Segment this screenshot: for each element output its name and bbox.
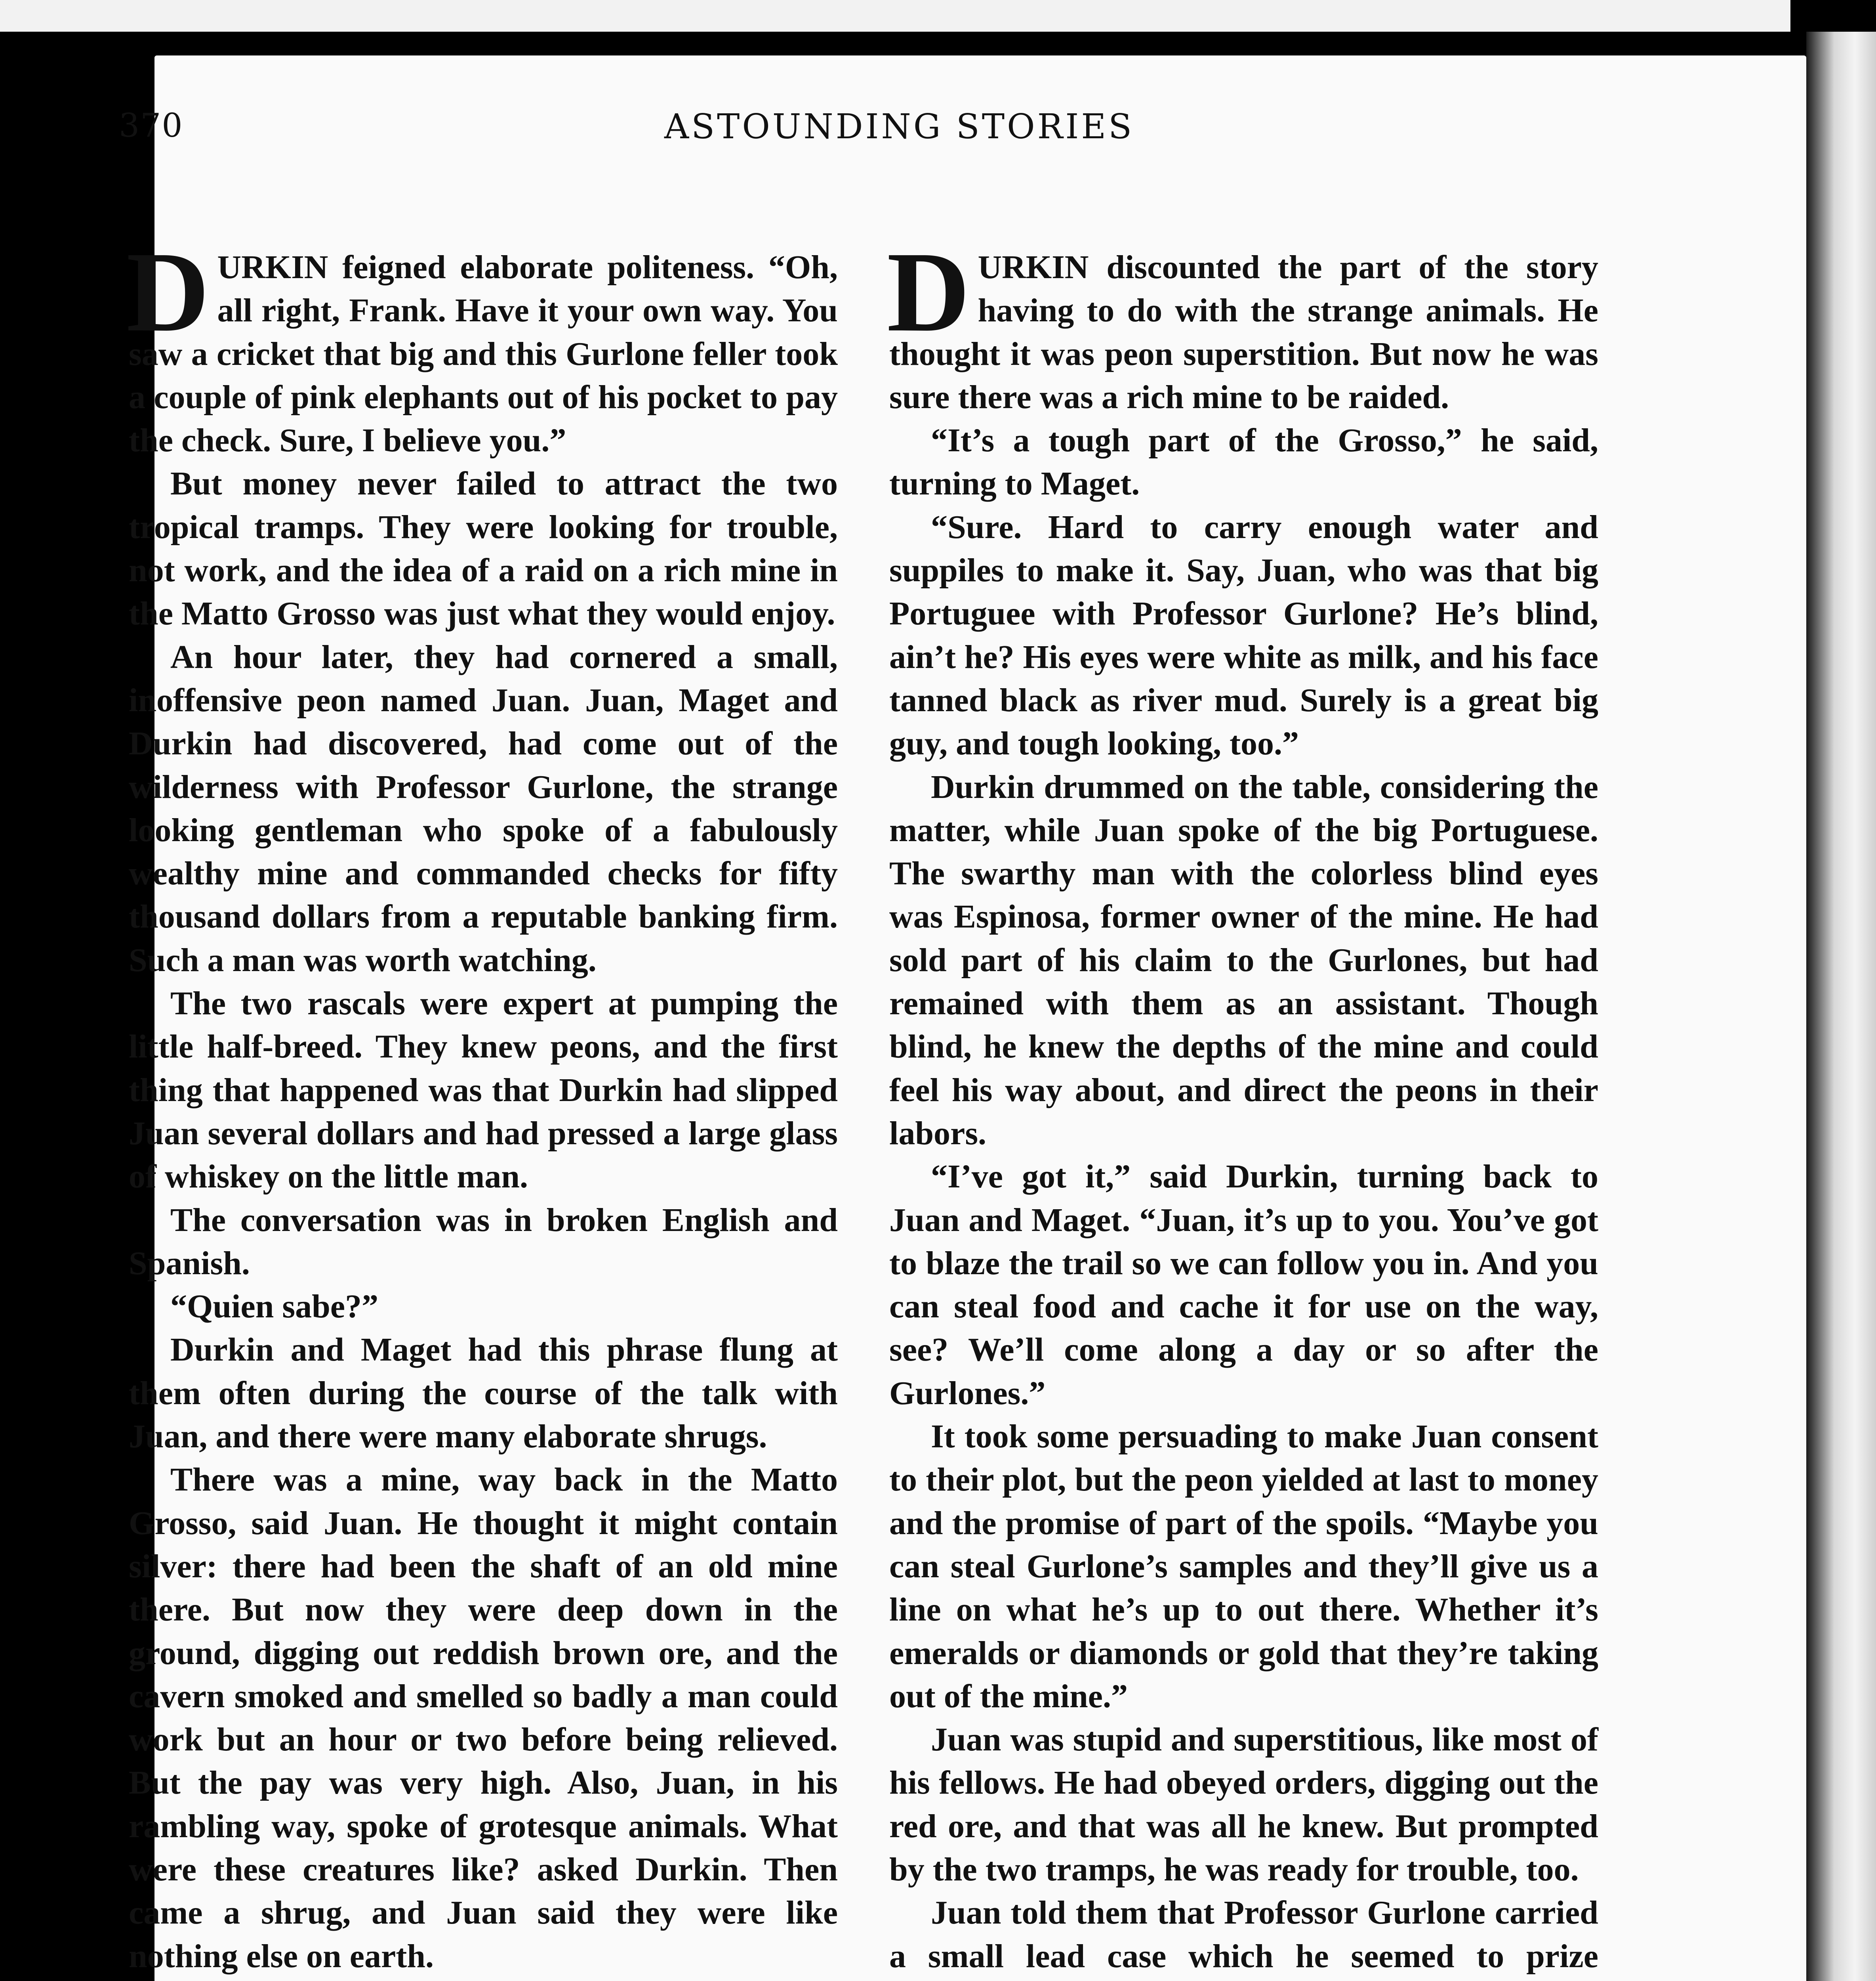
drop-cap: D xyxy=(126,228,210,355)
paragraph: There was a mine, way back in the Matto Grosso, said Juan. He thought it might contain silver: there had been the shaft of an old mine there. But now they were deep down in the ground, digging out reddish brown ore, and the cavern smoked and smelled so badly a man could work but an hour or two before being relieved. But the pay was very high. Also, Juan, in his rambling way, spoke of grotesque animals. What were these creatures like? asked Durkin. Then came a shrug, and Juan said they were like nothing else on earth. xyxy=(129,1461,838,1975)
opening-paragraph xyxy=(126,228,838,462)
text-column-left xyxy=(126,228,838,1978)
opening-paragraph xyxy=(887,228,1598,419)
paragraph: Juan told them that Professor Gurlone carried a small lead case which he seemed to prize xyxy=(889,1894,1598,1975)
paragraph: Durkin and Maget had this phrase flung at them often during the course of the talk with Juan, and there were many elaborate shrugs. xyxy=(129,1331,838,1455)
paragraph: The conversation was in broken English and Spanish. xyxy=(129,1201,838,1282)
adjacent-page-edge-top xyxy=(0,0,1790,32)
paragraph: “Sure. Hard to carry enough water and suppiles to make it. Say, Juan, who was that big Portuguee with Professor Gurlone? He’s blind, ain’t he? His eyes were white as milk, and his face tanned black as river mud. Surely is a great big guy, and tough looking, too.” xyxy=(889,508,1598,762)
page-header xyxy=(119,107,1680,162)
paragraph: An hour later, they had cornered a small, inoffensive peon named Juan. Juan, Maget and Durkin had discovered, had come out of the wilderness with Professor Gurlone, the strange looking gentleman who spoke of a fabulously wealthy mine and commanded checks for fifty thousand dollars from a reputable banking firm. Such a man was worth watching. xyxy=(129,638,838,979)
book-spine-edge xyxy=(1806,32,1876,1981)
paragraph: The two rascals were expert at pumping the little half-breed. They knew peons, and the first thing that happened was that Durkin had slipped Juan several dollars and had pressed a large glass of whiskey on the little man. xyxy=(129,985,838,1195)
paragraph: It took some persuading to make Juan consent to their plot, but the peon yielded at last to money and the promise of part of the spoils. “Maybe you can steal Gurlone’s samples and they’ll give us a line on what he’s up to out there. Whether it’s emeralds or diamonds or gold that they’re taking out of the mine.” xyxy=(889,1418,1598,1715)
paragraph: “Quien sabe?” xyxy=(170,1288,379,1325)
paragraph: Durkin drummed on the table, considering the matter, while Juan spoke of the big Portuguese. The swarthy man with the colorless blind eyes was Espinosa, former owner of the mine. He had sold part of his claim to the Gurlones, but had remained with them as an assistant. Though blind, he knew the depths of the mine and could feel his way about, and direct the peons in their labors. xyxy=(889,768,1598,1152)
paragraph: “It’s a tough part of the Grosso,” he said, turning to Maget. xyxy=(889,422,1598,502)
paragraph: Juan was stupid and superstitious, like most of his fellows. He had obeyed orders, digging out the red ore, and that was all he knew. But prompted by the two tramps, he was ready for trouble, too. xyxy=(889,1721,1598,1888)
running-head-title: ASTOUNDING STORIES xyxy=(664,107,1134,147)
drop-cap: D xyxy=(887,228,970,355)
text-column-right xyxy=(887,228,1598,1981)
page-number: 370 xyxy=(119,107,183,145)
paragraph-text: URKIN feigned elaborate politeness. “Oh, all right, Frank. Have it your own way. You saw a cricket that big and this Gurlone feller took a couple of pink elephants out of his pocket to pay the check. Sure, I believe you.” xyxy=(129,249,838,459)
paragraph: “I’ve got it,” said Durkin, turning back to Juan and Maget. “Juan, it’s up to you. You’ve got to blaze the trail so we can follow you in. And you can steal food and cache it for use on the way, see? We’ll come along a day or so after the Gurlones.” xyxy=(889,1158,1598,1412)
paragraph-text: URKIN discounted the part of the story having to do with the strange animals. He thought it was peon superstition. But now he was sure there was a rich mine to be raided. xyxy=(889,249,1598,416)
paragraph: But money never failed to attract the two tropical tramps. They were looking for trouble, not work, and the idea of a raid on a rich mine in the Matto Grosso was just what they would enjoy. xyxy=(129,465,838,632)
